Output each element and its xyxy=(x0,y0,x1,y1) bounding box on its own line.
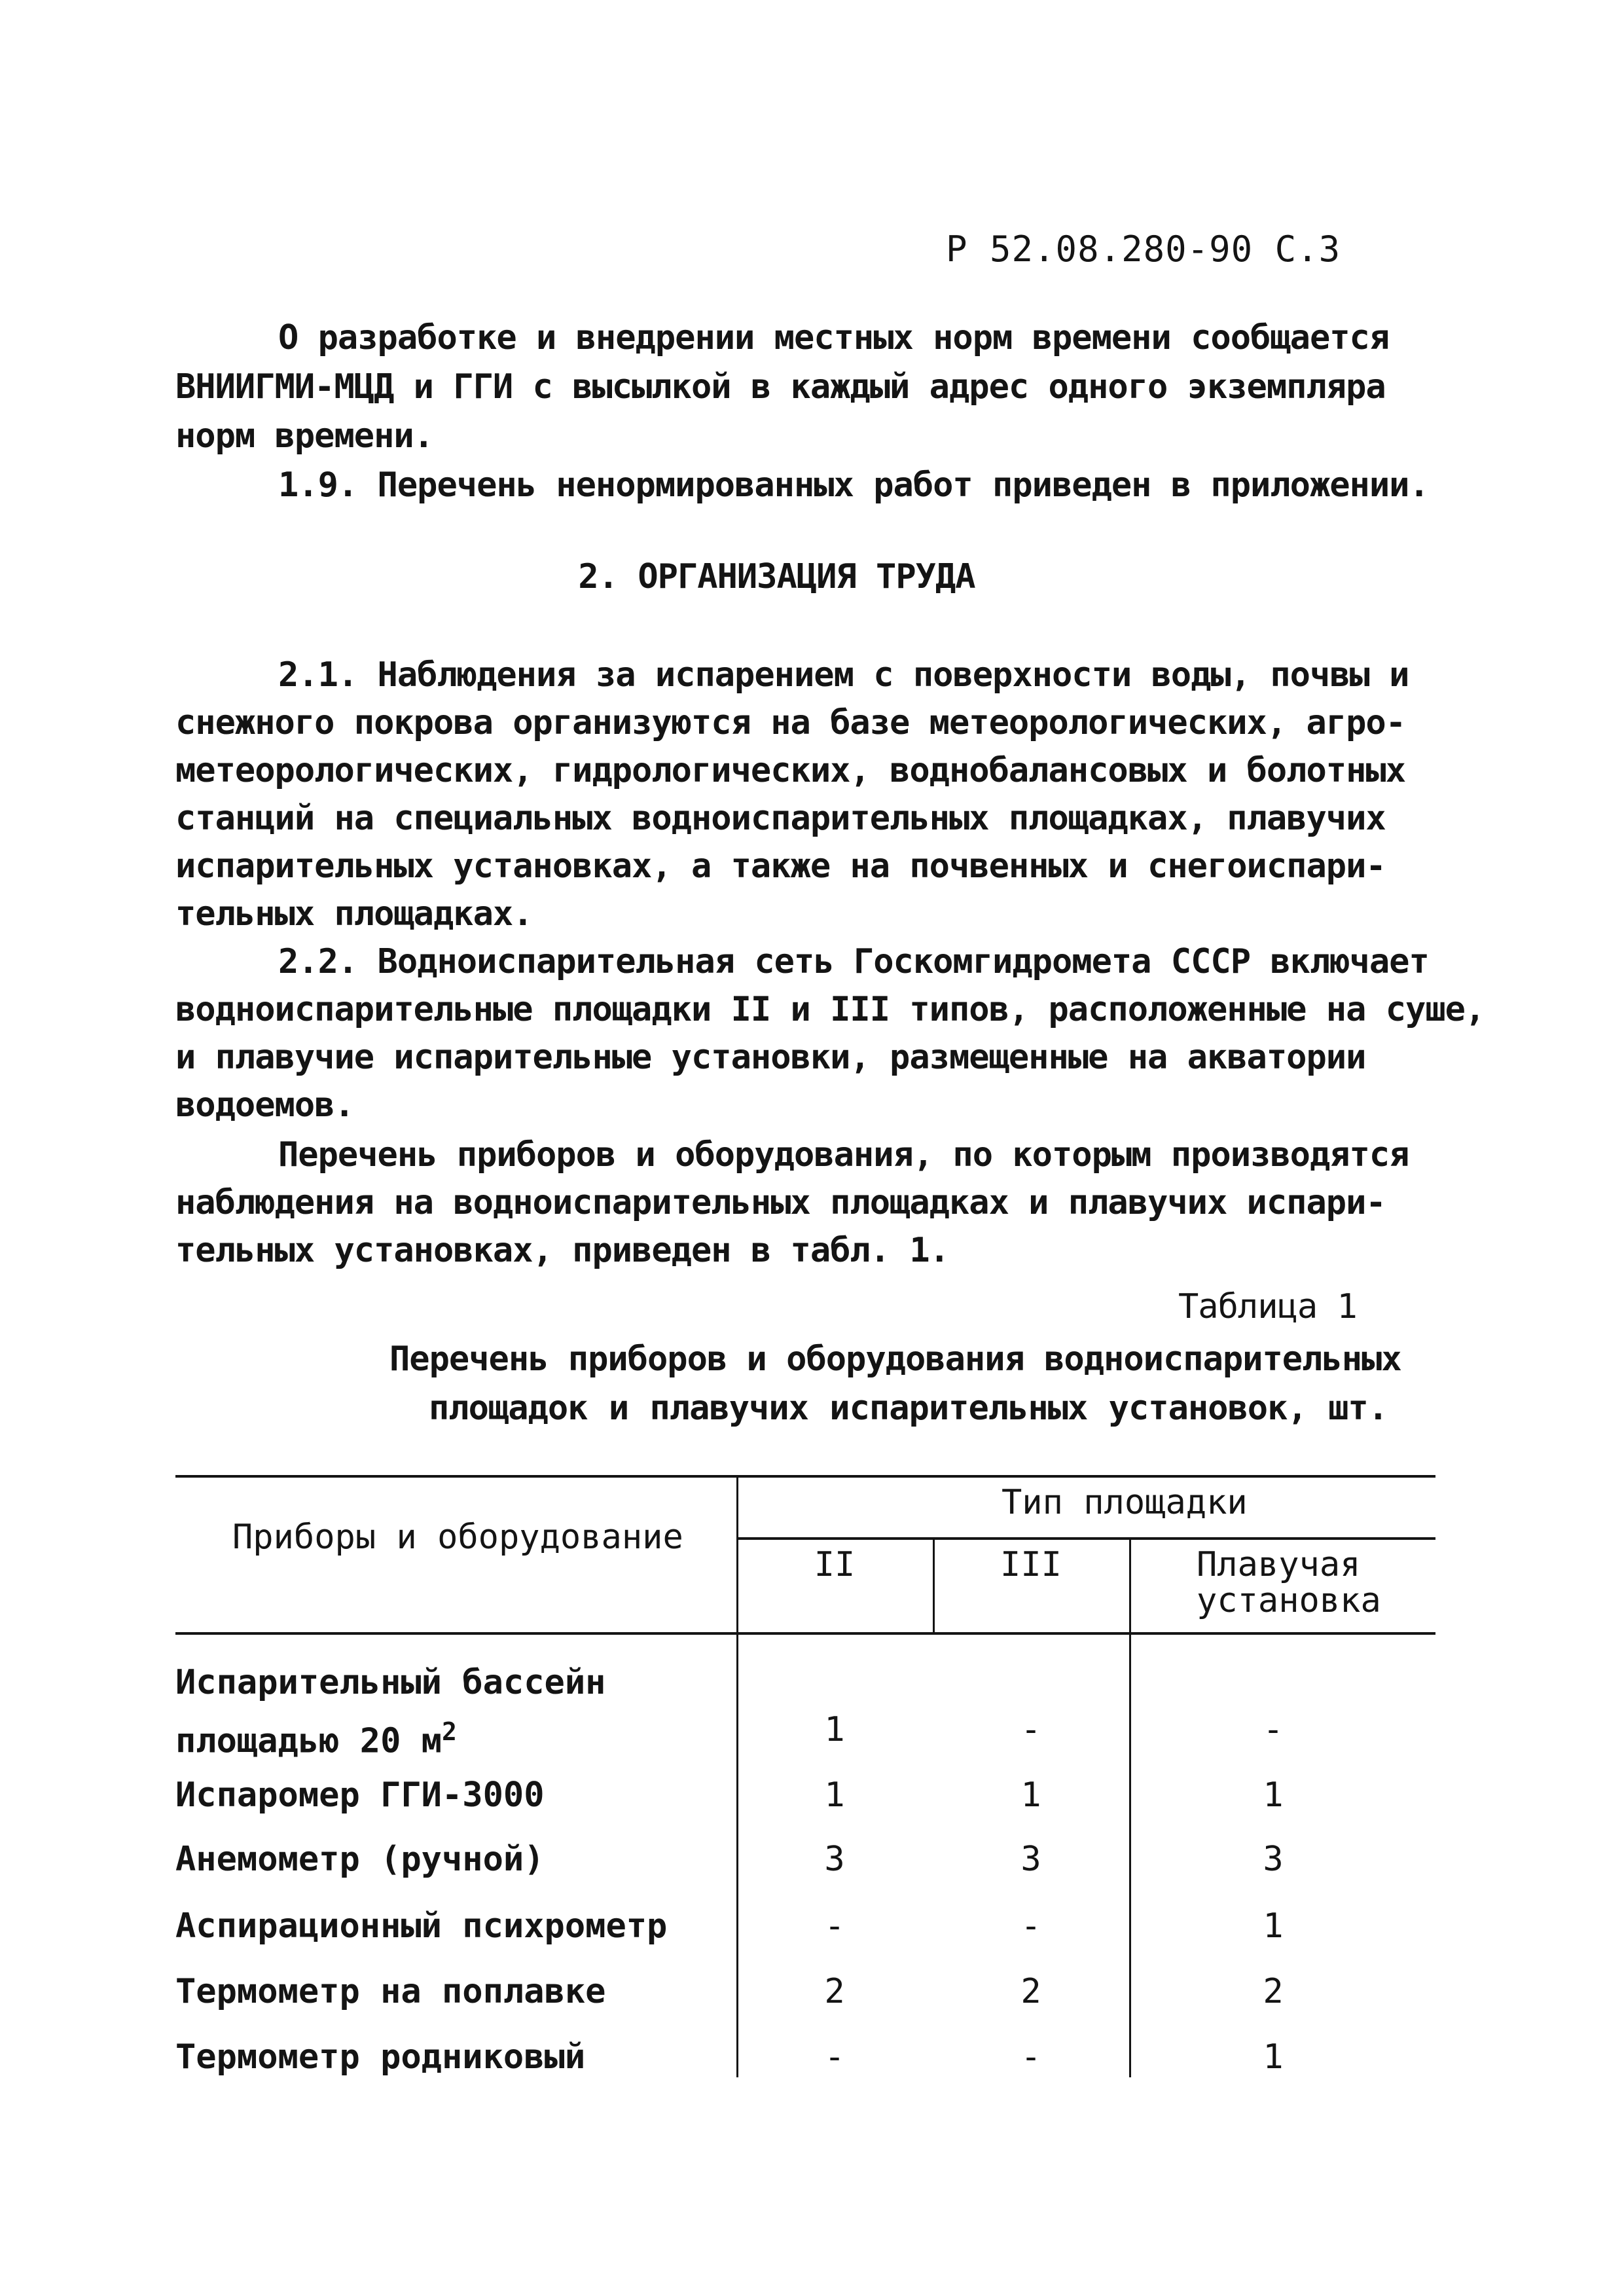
table-header-cell: III xyxy=(1000,1545,1062,1584)
table-header-cell: установка xyxy=(1197,1581,1381,1620)
table-cell: - xyxy=(1263,1710,1284,1749)
paragraph-line: норм времени. xyxy=(175,416,433,456)
table-cell: 1 xyxy=(824,1710,845,1749)
table-caption: Перечень приборов и оборудования водноиспарительных xyxy=(389,1339,1401,1379)
paragraph-line: водоемов. xyxy=(175,1085,354,1125)
table-cell: 3 xyxy=(1020,1840,1041,1879)
table-row-label: Термометр на поплавке xyxy=(175,1972,606,2011)
table-cell: - xyxy=(824,2037,845,2077)
table-caption: площадок и плавучих испарительных установок, шт. xyxy=(429,1389,1388,1428)
table-cell: - xyxy=(1020,1906,1041,1946)
table-label: Таблица 1 xyxy=(1178,1287,1357,1326)
table-top-rule xyxy=(175,1475,1435,1478)
paragraph-line: 2.2. Водноиспарительная сеть Госкомгидромета СССР включает xyxy=(278,942,1429,981)
table-row-label: Испаромер ГГИ-3000 xyxy=(175,1776,545,1815)
table-column-divider xyxy=(1129,1632,1131,2077)
table-cell: 2 xyxy=(824,1972,845,2011)
document-reference: Р 52.08.280-90 С.3 xyxy=(946,228,1341,270)
table-row-label: Аспирационный психрометр xyxy=(175,1906,668,1946)
table-row-label: Испарительный бассейн xyxy=(175,1663,606,1702)
table-row-label: площадью 20 $м^2$ xyxy=(175,1717,457,1761)
section-title: 2. ОРГАНИЗАЦИЯ ТРУДА xyxy=(578,557,975,596)
table-column-divider xyxy=(736,1475,738,2077)
table-cell: 1 xyxy=(1263,2037,1284,2077)
table-cell: 2 xyxy=(1020,1972,1041,2011)
paragraph-line: тельных площадках. xyxy=(175,894,533,934)
table-cell: 1 xyxy=(1263,1906,1284,1946)
paragraph-line: 1.9. Перечень ненормированных работ приведен в приложении. xyxy=(278,465,1429,505)
paragraph-line: водноиспарительные площадки II и III типов, расположенные на суше, xyxy=(175,990,1485,1029)
table-header-cell: Приборы и оборудование xyxy=(232,1518,683,1557)
table-header-group: Тип площадки xyxy=(1001,1483,1248,1522)
table-header-cell: Плавучая xyxy=(1197,1545,1361,1584)
paragraph-line: станций на специальных водноиспарительных площадках, плавучих xyxy=(175,799,1386,838)
paragraph-line: испарительных установках, а также на почвенных и снегоиспари- xyxy=(175,847,1386,886)
table-cell: - xyxy=(824,1906,845,1946)
paragraph-line: ВНИИГМИ-МЦД и ГГИ с высылкой в каждый адрес одного экземпляра xyxy=(175,367,1386,407)
table-header-cell: II xyxy=(814,1545,856,1584)
table-head-rule xyxy=(175,1632,1435,1635)
table-column-divider xyxy=(933,1537,935,1632)
table-cell: 1 xyxy=(1020,1776,1041,1815)
table-cell: 2 xyxy=(1263,1972,1284,2011)
table-row-label: Анемометр (ручной) xyxy=(175,1840,545,1879)
paragraph-line: снежного покрова организуются на базе метеорологических, агро- xyxy=(175,703,1406,742)
table-column-divider xyxy=(1129,1537,1131,1632)
table-subhead-rule xyxy=(736,1537,1435,1540)
table-cell: 3 xyxy=(1263,1840,1284,1879)
paragraph-line: О разработке и внедрении местных норм времени сообщается xyxy=(278,318,1390,357)
table-cell: 1 xyxy=(824,1776,845,1815)
table-row-label: Термометр родниковый xyxy=(175,2037,586,2077)
table-cell: - xyxy=(1020,2037,1041,2077)
table-cell: 1 xyxy=(1263,1776,1284,1815)
paragraph-line: 2.1. Наблюдения за испарением с поверхности воды, почвы и xyxy=(278,655,1409,695)
paragraph-line: метеорологических, гидрологических, воднобалансовых и болотных xyxy=(175,751,1406,790)
paragraph-line: Перечень приборов и оборудования, по которым производятся xyxy=(278,1135,1409,1175)
paragraph-line: тельных установках, приведен в табл. 1. xyxy=(175,1231,949,1270)
paragraph-line: и плавучие испарительные установки, размещенные на акватории xyxy=(175,1038,1366,1077)
paragraph-line: наблюдения на водноиспарительных площадках и плавучих испари- xyxy=(175,1183,1386,1222)
table-cell: 3 xyxy=(824,1840,845,1879)
table-cell: - xyxy=(1020,1710,1041,1749)
